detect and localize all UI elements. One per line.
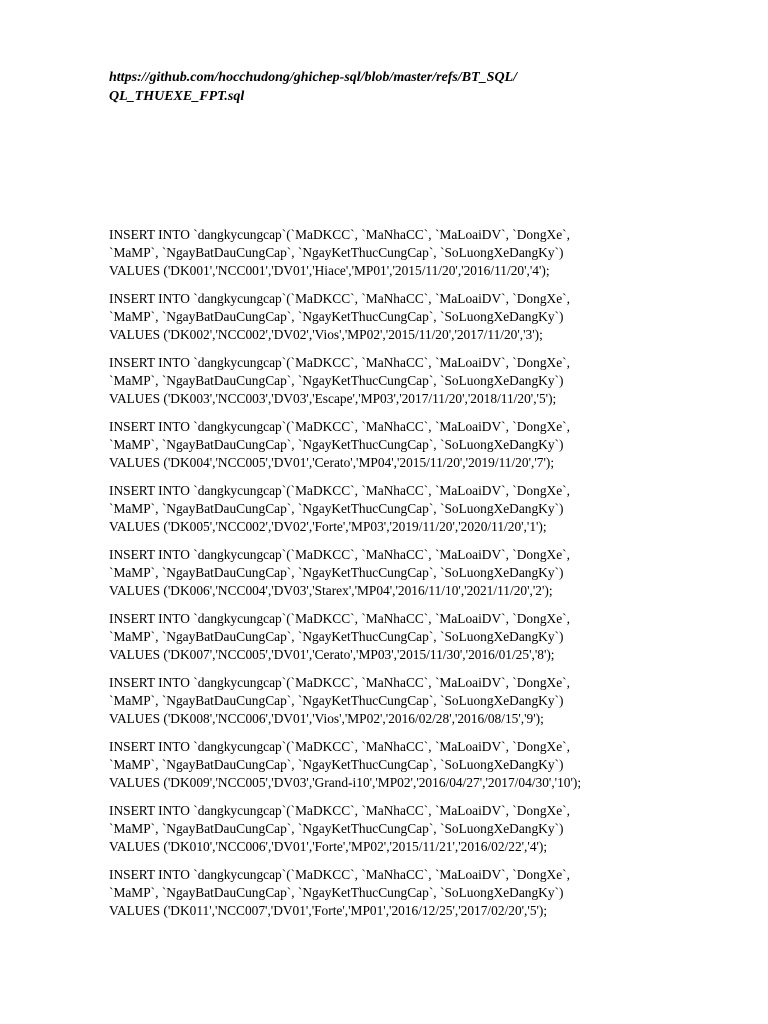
values-line: VALUES ('DK010','NCC006','DV01','Forte','MP02','2015/11/21','2016/02/22','4'); <box>109 839 548 854</box>
values-line: VALUES ('DK011','NCC007','DV01','Forte','MP01','2016/12/25','2017/02/20','5'); <box>109 903 548 918</box>
columns-line: `MaMP`, `NgayBatDauCungCap`, `NgayKetThucCungCap`, `SoLuongXeDangKy`) <box>109 437 564 452</box>
insert-line: INSERT INTO `dangkycungcap`(`MaDKCC`, `MaNhaCC`, `MaLoaiDV`, `DongXe`, <box>109 611 570 626</box>
sql-statement <box>109 610 709 664</box>
sql-statements <box>109 226 709 930</box>
sql-statement <box>109 738 709 792</box>
sql-statement <box>109 226 709 280</box>
values-line: VALUES ('DK002','NCC002','DV02','Vios','MP02','2015/11/20','2017/11/20','3'); <box>109 327 543 342</box>
source-link-line: QL_THUEXE_FPT.sql <box>109 89 245 104</box>
sql-statement <box>109 290 709 344</box>
values-line: VALUES ('DK008','NCC006','DV01','Vios','MP02','2016/02/28','2016/08/15','9'); <box>109 711 544 726</box>
sql-statement <box>109 546 709 600</box>
sql-statement <box>109 866 709 920</box>
columns-line: `MaMP`, `NgayBatDauCungCap`, `NgayKetThucCungCap`, `SoLuongXeDangKy`) <box>109 757 564 772</box>
columns-line: `MaMP`, `NgayBatDauCungCap`, `NgayKetThucCungCap`, `SoLuongXeDangKy`) <box>109 309 564 324</box>
insert-line: INSERT INTO `dangkycungcap`(`MaDKCC`, `MaNhaCC`, `MaLoaiDV`, `DongXe`, <box>109 803 570 818</box>
values-line: VALUES ('DK005','NCC002','DV02','Forte','MP03','2019/11/20','2020/11/20','1'); <box>109 519 547 534</box>
columns-line: `MaMP`, `NgayBatDauCungCap`, `NgayKetThucCungCap`, `SoLuongXeDangKy`) <box>109 565 564 580</box>
insert-line: INSERT INTO `dangkycungcap`(`MaDKCC`, `MaNhaCC`, `MaLoaiDV`, `DongXe`, <box>109 675 570 690</box>
sql-statement <box>109 674 709 728</box>
values-line: VALUES ('DK007','NCC005','DV01','Cerato','MP03','2015/11/30','2016/01/25','8'); <box>109 647 555 662</box>
values-line: VALUES ('DK004','NCC005','DV01','Cerato','MP04','2015/11/20','2019/11/20','7'); <box>109 455 555 470</box>
values-line: VALUES ('DK009','NCC005','DV03','Grand-i10','MP02','2016/04/27','2017/04/30','10'); <box>109 775 582 790</box>
insert-line: INSERT INTO `dangkycungcap`(`MaDKCC`, `MaNhaCC`, `MaLoaiDV`, `DongXe`, <box>109 419 570 434</box>
columns-line: `MaMP`, `NgayBatDauCungCap`, `NgayKetThucCungCap`, `SoLuongXeDangKy`) <box>109 373 564 388</box>
source-link-line: https://github.com/hocchudong/ghichep-sql/blob/master/refs/BT_SQL/ <box>109 70 517 85</box>
insert-line: INSERT INTO `dangkycungcap`(`MaDKCC`, `MaNhaCC`, `MaLoaiDV`, `DongXe`, <box>109 291 570 306</box>
columns-line: `MaMP`, `NgayBatDauCungCap`, `NgayKetThucCungCap`, `SoLuongXeDangKy`) <box>109 885 564 900</box>
sql-statement <box>109 354 709 408</box>
insert-line: INSERT INTO `dangkycungcap`(`MaDKCC`, `MaNhaCC`, `MaLoaiDV`, `DongXe`, <box>109 547 570 562</box>
insert-line: INSERT INTO `dangkycungcap`(`MaDKCC`, `MaNhaCC`, `MaLoaiDV`, `DongXe`, <box>109 483 570 498</box>
insert-line: INSERT INTO `dangkycungcap`(`MaDKCC`, `MaNhaCC`, `MaLoaiDV`, `DongXe`, <box>109 867 570 882</box>
columns-line: `MaMP`, `NgayBatDauCungCap`, `NgayKetThucCungCap`, `SoLuongXeDangKy`) <box>109 245 564 260</box>
values-line: VALUES ('DK003','NCC003','DV03','Escape','MP03','2017/11/20','2018/11/20','5'); <box>109 391 557 406</box>
source-link[interactable] <box>109 68 669 106</box>
columns-line: `MaMP`, `NgayBatDauCungCap`, `NgayKetThucCungCap`, `SoLuongXeDangKy`) <box>109 501 564 516</box>
columns-line: `MaMP`, `NgayBatDauCungCap`, `NgayKetThucCungCap`, `SoLuongXeDangKy`) <box>109 821 564 836</box>
insert-line: INSERT INTO `dangkycungcap`(`MaDKCC`, `MaNhaCC`, `MaLoaiDV`, `DongXe`, <box>109 227 570 242</box>
sql-statement <box>109 482 709 536</box>
values-line: VALUES ('DK001','NCC001','DV01','Hiace','MP01','2015/11/20','2016/11/20','4'); <box>109 263 550 278</box>
columns-line: `MaMP`, `NgayBatDauCungCap`, `NgayKetThucCungCap`, `SoLuongXeDangKy`) <box>109 629 564 644</box>
sql-statement <box>109 802 709 856</box>
sql-statement <box>109 418 709 472</box>
insert-line: INSERT INTO `dangkycungcap`(`MaDKCC`, `MaNhaCC`, `MaLoaiDV`, `DongXe`, <box>109 355 570 370</box>
columns-line: `MaMP`, `NgayBatDauCungCap`, `NgayKetThucCungCap`, `SoLuongXeDangKy`) <box>109 693 564 708</box>
values-line: VALUES ('DK006','NCC004','DV03','Starex','MP04','2016/11/10','2021/11/20','2'); <box>109 583 553 598</box>
insert-line: INSERT INTO `dangkycungcap`(`MaDKCC`, `MaNhaCC`, `MaLoaiDV`, `DongXe`, <box>109 739 570 754</box>
